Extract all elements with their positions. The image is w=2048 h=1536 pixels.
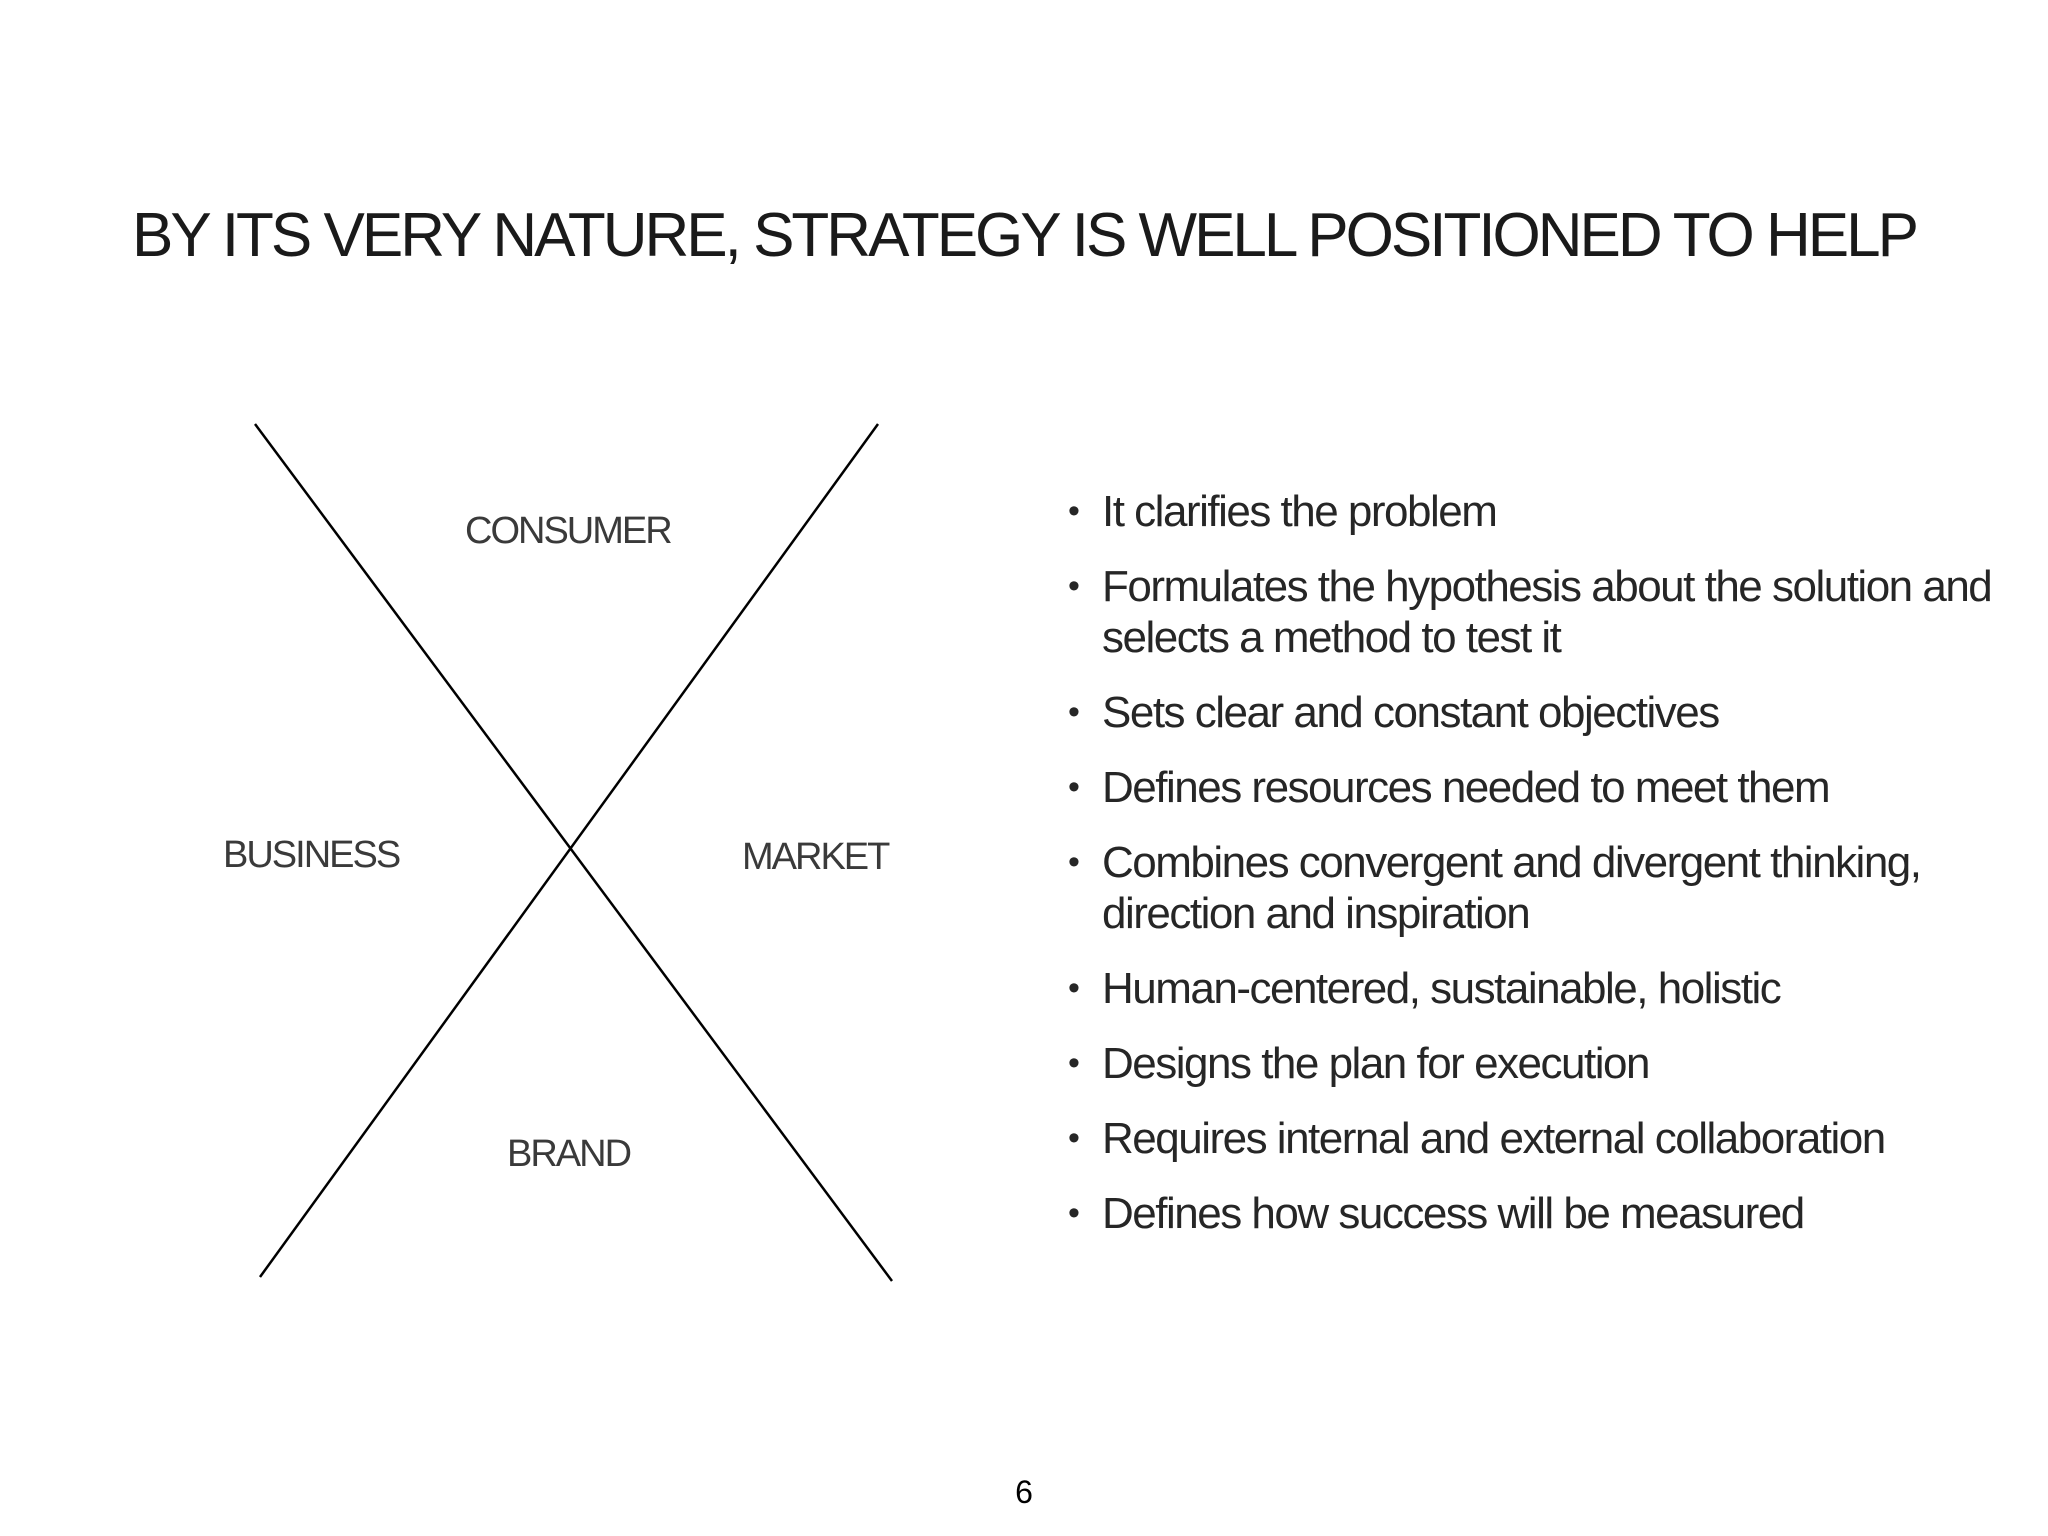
bullet-item [1068, 561, 2028, 663]
bullet-text: Defines resources needed to meet them [1102, 763, 1830, 812]
bullet-item [1068, 1188, 2028, 1239]
bullet-list [1068, 486, 2028, 1263]
diagram-label-market: MARKET [742, 836, 889, 878]
bullet-item [1068, 963, 2028, 1014]
bullet-text: Formulates the hypothesis about the solution and selects a method to test it [1102, 562, 1992, 662]
bullet-text: Defines how success will be measured [1102, 1189, 1804, 1238]
bullet-dot-icon: • [1068, 1119, 1079, 1157]
diagram-label-brand: BRAND [507, 1133, 631, 1175]
bullet-dot-icon: • [1068, 768, 1079, 806]
bullet-dot-icon: • [1068, 492, 1079, 530]
bullet-dot-icon: • [1068, 693, 1079, 731]
bullet-item [1068, 687, 2028, 738]
diagram-label-consumer: CONSUMER [465, 510, 671, 552]
bullet-dot-icon: • [1068, 969, 1079, 1007]
bullet-text: Designs the plan for execution [1102, 1039, 1649, 1088]
bullet-dot-icon: • [1068, 567, 1079, 605]
bullet-text: Sets clear and constant objectives [1102, 688, 1719, 737]
bullet-dot-icon: • [1068, 1044, 1079, 1082]
slide-title: BY ITS VERY NATURE, STRATEGY IS WELL POSITIONED TO HELP [132, 201, 1916, 270]
bullet-dot-icon: • [1068, 843, 1079, 881]
bullet-item [1068, 486, 2028, 537]
bullet-item [1068, 1113, 2028, 1164]
bullet-text: It clarifies the problem [1102, 487, 1497, 536]
bullet-text: Human-centered, sustainable, holistic [1102, 964, 1781, 1013]
bullet-text: Requires internal and external collaboration [1102, 1114, 1885, 1163]
bullet-item [1068, 1038, 2028, 1089]
bullet-item [1068, 762, 2028, 813]
bullet-text: Combines convergent and divergent thinking, direction and inspiration [1102, 838, 1921, 938]
page-number: 6 [1015, 1474, 1033, 1510]
bullet-item [1068, 837, 2028, 939]
bullet-dot-icon: • [1068, 1194, 1079, 1232]
diagram-label-business: BUSINESS [223, 834, 400, 876]
